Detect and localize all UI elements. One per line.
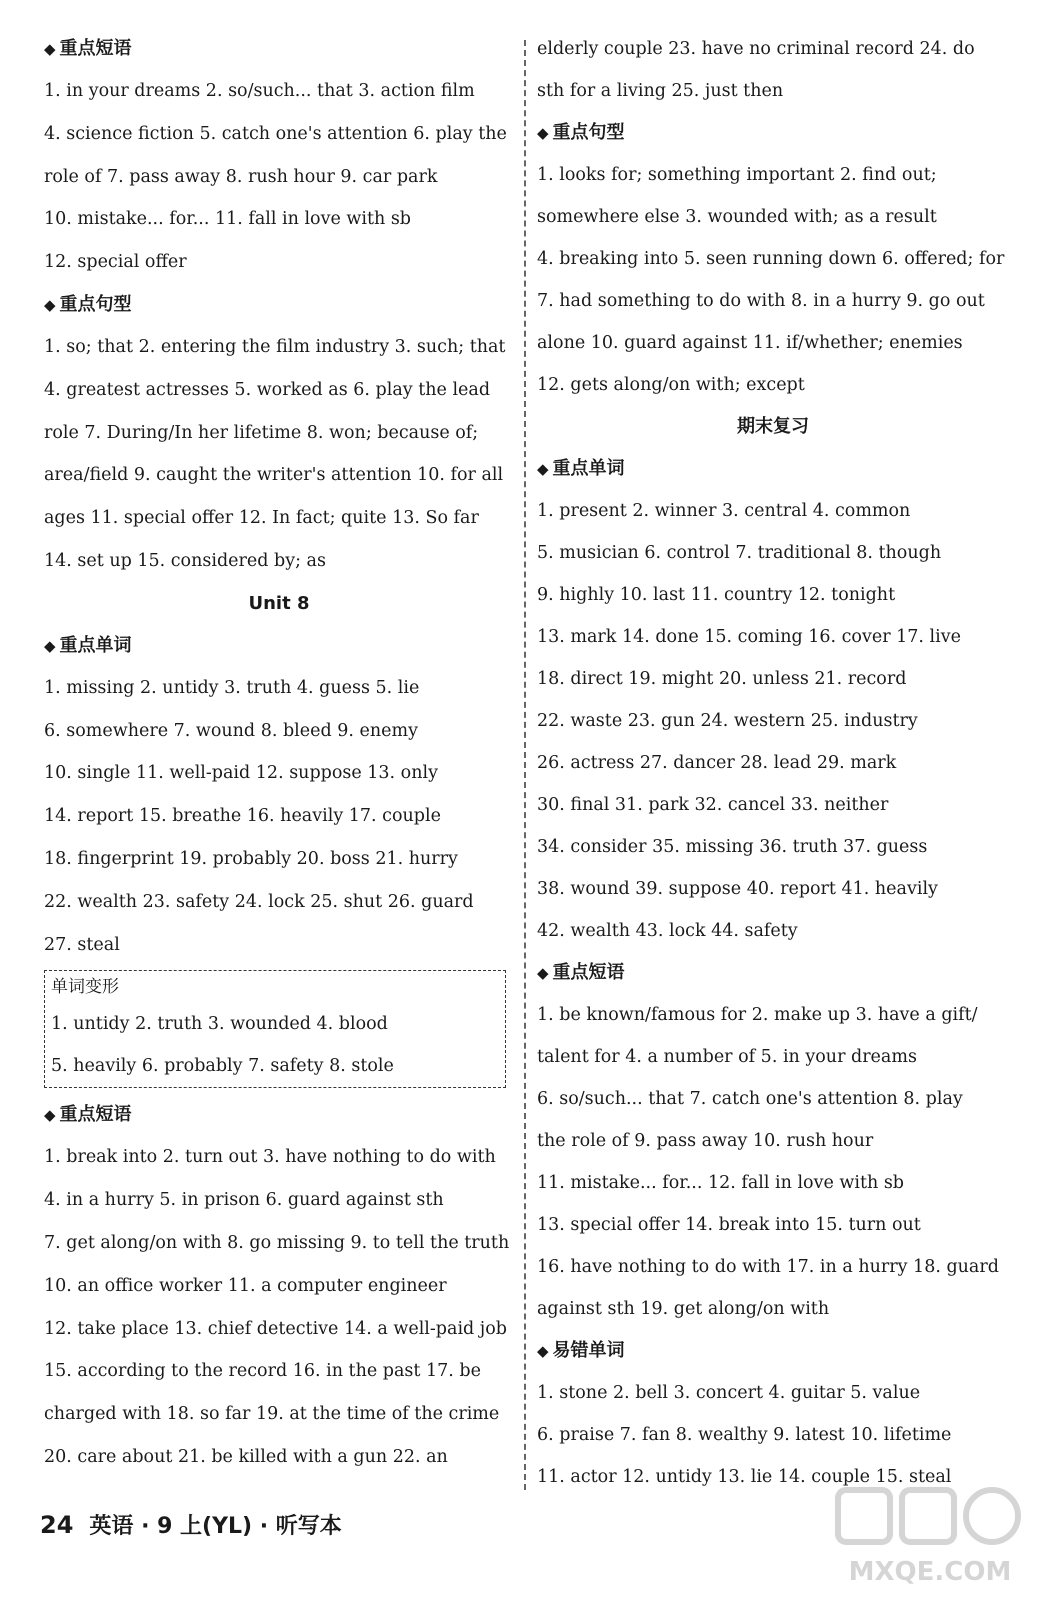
answer-line: 18. direct 19. might 20. unless 21. record	[537, 669, 907, 689]
answer-line: 34. consider 35. missing 36. truth 37. guess	[537, 837, 928, 857]
answer-line: the role of 9. pass away 10. rush hour	[537, 1131, 874, 1151]
diamond-icon: ◆	[537, 1342, 549, 1360]
answer-line: alone 10. guard against 11. if/whether; enemies	[537, 333, 963, 353]
answer-line: 16. have nothing to do with 17. in a hurry 18. guard	[537, 1257, 999, 1277]
answer-line: 7. get along/on with 8. go missing 9. to tell the truth	[44, 1232, 510, 1253]
answer-lines	[537, 1372, 1009, 1498]
answer-line: 1. be known/famous for 2. make up 3. have a gift/	[537, 1005, 978, 1025]
answer-line: 4. breaking into 5. seen running down 6. offered; for	[537, 249, 1005, 269]
answer-line: 12. gets along/on with; except	[537, 375, 805, 395]
answer-line: role 7. During/In her lifetime 8. won; because of;	[44, 422, 479, 443]
word-forms-box	[44, 970, 506, 1088]
answer-line: 4. greatest actresses 5. worked as 6. play the lead	[44, 379, 491, 400]
diamond-icon: ◆	[537, 124, 549, 142]
answer-line: 6. so/such... that 7. catch one's attention 8. play	[537, 1089, 963, 1109]
answer-line: elderly couple 23. have no criminal record 24. do	[537, 39, 975, 59]
diamond-icon: ◆	[44, 1106, 56, 1125]
answer-line: 5. musician 6. control 7. traditional 8. though	[537, 543, 942, 563]
answer-line: 4. science fiction 5. catch one's attention 6. play the	[44, 123, 507, 144]
answer-lines	[51, 1003, 499, 1087]
answer-line: 1. present 2. winner 3. central 4. common	[537, 501, 911, 521]
answer-line: against sth 19. get along/on with	[537, 1299, 830, 1319]
book-title: 英语 · 9 上(YL) · 听写本	[89, 1514, 342, 1539]
answer-line: somewhere else 3. wounded with; as a result	[537, 207, 937, 227]
answer-line: 10. mistake... for... 11. fall in love with sb	[44, 209, 412, 230]
answer-lines	[44, 326, 514, 583]
answer-lines	[44, 667, 514, 967]
diamond-icon: ◆	[537, 964, 549, 982]
answer-line: 4. in a hurry 5. in prison 6. guard against sth	[44, 1190, 444, 1211]
diamond-icon: ◆	[44, 636, 56, 655]
answer-line: 11. mistake... for... 12. fall in love with sb	[537, 1173, 905, 1193]
answer-line: 38. wound 39. suppose 40. report 41. heavily	[537, 879, 938, 899]
answer-line: 1. missing 2. untidy 3. truth 4. guess 5. lie	[44, 677, 420, 698]
answer-line: 1. untidy 2. truth 3. wounded 4. blood	[51, 1014, 388, 1035]
watermark-logo	[830, 1482, 1030, 1592]
answer-line: charged with 18. so far 19. at the time of the crime	[44, 1404, 500, 1425]
answer-line: 6. praise 7. fan 8. wealthy 9. latest 10. lifetime	[537, 1425, 952, 1445]
right-column	[537, 28, 1009, 1498]
answer-line: sth for a living 25. just then	[537, 81, 784, 101]
section-heading: ◆ 重点单词	[537, 458, 625, 479]
answer-line: 12. take place 13. chief detective 14. a well-paid job	[44, 1318, 507, 1339]
answer-lines	[537, 994, 1009, 1330]
answer-line: 22. wealth 23. safety 24. lock 25. shut 26. guard	[44, 891, 474, 912]
answer-line: 26. actress 27. dancer 28. lead 29. mark	[537, 753, 897, 773]
left-column	[44, 28, 514, 1479]
diamond-icon: ◆	[44, 40, 56, 58]
answer-lines	[44, 1136, 514, 1478]
watermark-text: MXQE.COM	[848, 1557, 1012, 1587]
column-divider	[524, 40, 526, 1490]
answer-line: talent for 4. a number of 5. in your dreams	[537, 1047, 917, 1067]
answer-line: 20. care about 21. be killed with a gun 22. an	[44, 1446, 448, 1467]
answer-line: area/field 9. caught the writer's attention 10. for all	[44, 465, 504, 486]
section-heading: ◆ 重点句型	[537, 122, 625, 143]
section-heading: ◆ 重点短语	[44, 38, 132, 59]
section-heading: ◆ 重点短语	[44, 1104, 132, 1126]
answer-line: 27. steal	[44, 934, 120, 955]
answer-lines	[537, 28, 1009, 112]
answer-line: 7. had something to do with 8. in a hurry 9. go out	[537, 291, 985, 311]
answer-line: 14. report 15. breathe 16. heavily 17. couple	[44, 806, 441, 827]
section-heading: ◆ 重点句型	[44, 293, 132, 315]
answer-line: 18. fingerprint 19. probably 20. boss 21. hurry	[44, 848, 458, 869]
section-heading: ◆ 重点单词	[44, 634, 132, 656]
answer-line: 10. single 11. well-paid 12. suppose 13. only	[44, 763, 438, 784]
page-number: 24	[40, 1511, 74, 1539]
diamond-icon: ◆	[537, 460, 549, 478]
answer-line: 9. highly 10. last 11. country 12. tonight	[537, 585, 896, 605]
section-heading: ◆ 重点短语	[537, 962, 625, 983]
answer-line: 11. actor 12. untidy 13. lie 14. couple 15. steal	[537, 1467, 952, 1487]
answer-line: 42. wealth 43. lock 44. safety	[537, 921, 798, 941]
review-title: 期末复习	[737, 416, 809, 437]
answer-line: 13. special offer 14. break into 15. turn out	[537, 1215, 921, 1235]
answer-line: 12. special offer	[44, 252, 187, 273]
answer-line: 14. set up 15. considered by; as	[44, 550, 326, 571]
answer-line: 5. heavily 6. probably 7. safety 8. stole	[51, 1056, 394, 1077]
answer-line: 6. somewhere 7. wound 8. bleed 9. enemy	[44, 720, 418, 741]
answer-lines	[537, 490, 1009, 952]
answer-line: 1. break into 2. turn out 3. have nothing to do with	[44, 1147, 496, 1168]
answer-line: 22. waste 23. gun 24. western 25. industry	[537, 711, 918, 731]
answer-lines	[537, 154, 1009, 406]
answer-line: 10. an office worker 11. a computer engineer	[44, 1275, 447, 1296]
page-footer	[40, 1505, 342, 1545]
unit-title: Unit 8	[248, 592, 310, 614]
answer-line: 1. looks for; something important 2. find out;	[537, 165, 937, 185]
answer-line: 1. so; that 2. entering the film industry 3. such; that	[44, 336, 506, 357]
answer-line: 1. stone 2. bell 3. concert 4. guitar 5. value	[537, 1383, 921, 1403]
answer-line: role of 7. pass away 8. rush hour 9. car park	[44, 166, 438, 187]
answer-line: 15. according to the record 16. in the past 17. be	[44, 1361, 481, 1382]
answer-line: 1. in your dreams 2. so/such... that 3. action film	[44, 81, 475, 101]
section-heading: ◆ 易错单词	[537, 1340, 625, 1361]
answer-lines	[44, 70, 514, 284]
box-title: 单词变形	[51, 977, 119, 998]
answer-line: ages 11. special offer 12. In fact; quite 13. So far	[44, 508, 479, 529]
diamond-icon: ◆	[44, 295, 56, 314]
answer-line: 30. final 31. park 32. cancel 33. neither	[537, 795, 889, 815]
answer-line: 13. mark 14. done 15. coming 16. cover 17. live	[537, 627, 961, 647]
